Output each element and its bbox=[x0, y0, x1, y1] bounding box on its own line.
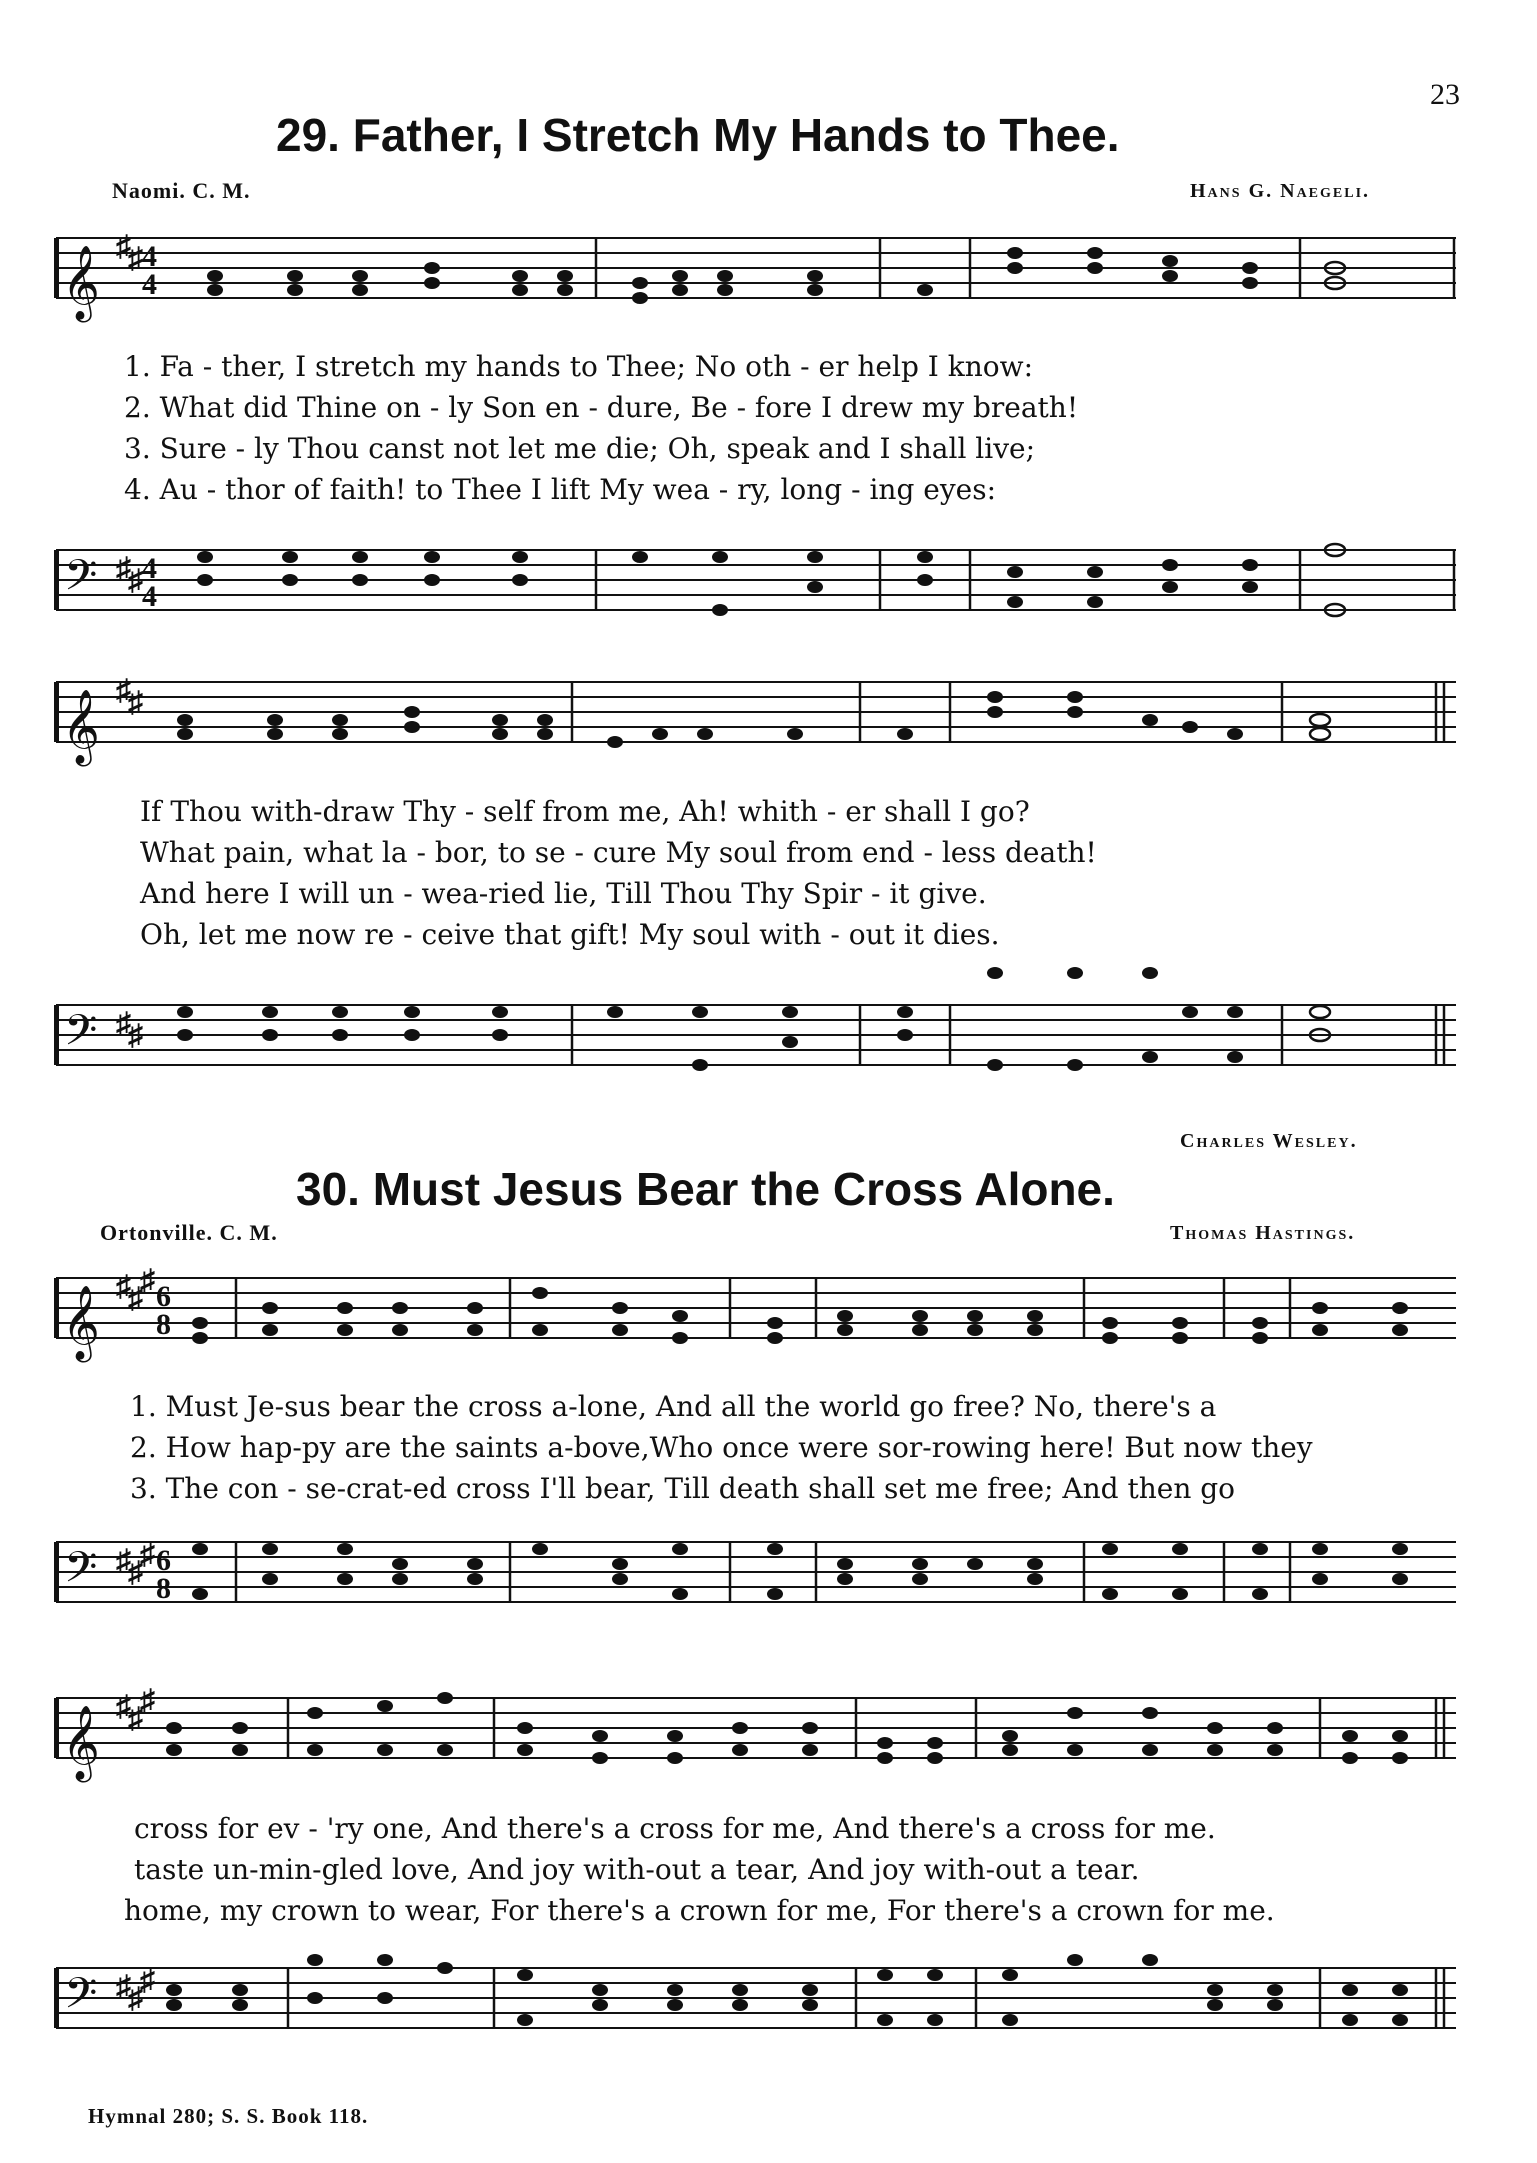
svg-text:♯: ♯ bbox=[128, 242, 143, 275]
hymn-29-verse-1-line-2: If Thou with-draw Thy - self from me, Ah! whith - er shall I go? bbox=[140, 795, 1030, 828]
hymn-30-composer: Thomas Hastings. bbox=[1170, 1222, 1356, 1244]
hymn-30-verse-2-line-2: taste un-min-gled love, And joy with-out a tear, And joy with-out a tear. bbox=[134, 1853, 1140, 1886]
hymn-29-verse-4-line-1: 4. Au - thor of faith! to Thee I lift My wea - ry, long - ing eyes: bbox=[124, 473, 997, 506]
hymn-29-verse-3-line-1: 3. Sure - ly Thou canst not let me die; Oh, speak and I shall live; bbox=[124, 432, 1036, 465]
svg-text:8: 8 bbox=[156, 1572, 171, 1605]
page-number: 23 bbox=[1430, 78, 1460, 111]
svg-text:𝄢: 𝄢 bbox=[64, 1969, 98, 2029]
svg-text:8: 8 bbox=[156, 1308, 171, 1341]
hymn-30-verse-1-line-1: 1. Must Je-sus bear the cross a-lone, And all the world go free? No, there's a bbox=[130, 1390, 1217, 1423]
svg-text:𝄢: 𝄢 bbox=[64, 1543, 98, 1603]
svg-text:𝄢: 𝄢 bbox=[64, 1006, 98, 1066]
svg-text:♯: ♯ bbox=[140, 1684, 155, 1717]
hymn-30-bass-staff-1 bbox=[0, 1522, 1537, 1632]
svg-text:♯: ♯ bbox=[128, 1702, 143, 1735]
svg-text:4: 4 bbox=[142, 580, 157, 613]
hymn-29-author: Charles Wesley. bbox=[1180, 1130, 1358, 1152]
hymn-30-verse-1-line-2: cross for ev - 'ry one, And there's a cross for me, And there's a cross for me. bbox=[134, 1812, 1216, 1845]
svg-text:♯: ♯ bbox=[128, 1019, 143, 1052]
hymn-29-bass-staff-1 bbox=[0, 530, 1537, 640]
svg-text:♯: ♯ bbox=[128, 1982, 143, 2015]
hymn-29-title: 29. Father, I Stretch My Hands to Thee. bbox=[276, 109, 1120, 161]
hymn-30-tune: Ortonville. C. M. bbox=[100, 1220, 278, 1245]
hymn-30-title: 30. Must Jesus Bear the Cross Alone. bbox=[296, 1163, 1115, 1215]
svg-text:♯: ♯ bbox=[140, 1538, 155, 1571]
svg-text:♯: ♯ bbox=[116, 1970, 131, 2003]
treble-clef-icon: 𝄞 bbox=[62, 246, 100, 320]
svg-text:♯: ♯ bbox=[116, 1544, 131, 1577]
svg-text:♯: ♯ bbox=[128, 1282, 143, 1315]
svg-text:4: 4 bbox=[142, 552, 157, 585]
svg-text:♯: ♯ bbox=[116, 1690, 131, 1723]
hymn-29-verse-4-line-2: Oh, let me now re - ceive that gift! My soul with - out it dies. bbox=[140, 918, 1000, 951]
svg-text:𝄞: 𝄞 bbox=[62, 690, 100, 764]
svg-text:♯: ♯ bbox=[116, 674, 131, 707]
svg-text:♯: ♯ bbox=[128, 1556, 143, 1589]
svg-text:♯: ♯ bbox=[116, 552, 131, 585]
hymn-30-treble-staff-1 bbox=[0, 1264, 1537, 1378]
hymn-30-bass-staff-2 bbox=[0, 1948, 1537, 2058]
svg-text:6: 6 bbox=[156, 1280, 171, 1313]
hymn-30-verse-3-line-2: home, my crown to wear, For there's a crown for me, For there's a crown for me. bbox=[124, 1894, 1275, 1927]
hymn-30-verse-3-line-1: 3. The con - se-crat-ed cross I'll bear, Till death shall set me free; And then go bbox=[130, 1472, 1236, 1505]
svg-text:♯: ♯ bbox=[116, 1270, 131, 1303]
hymn-29-tune: Naomi. C. M. bbox=[112, 178, 251, 203]
footer-reference: Hymnal 280; S. S. Book 118. bbox=[88, 2104, 369, 2128]
svg-text:♯: ♯ bbox=[116, 1007, 131, 1040]
bass-clef-icon: 𝄢 bbox=[64, 551, 98, 611]
svg-text:4: 4 bbox=[142, 240, 157, 273]
hymn-30-treble-staff-2 bbox=[0, 1684, 1537, 1798]
hymn-30-verse-2-line-1: 2. How hap-py are the saints a-bove,Who once were sor-rowing here! But now they bbox=[130, 1431, 1313, 1464]
hymn-29-composer: Hans G. Naegeli. bbox=[1190, 180, 1371, 202]
svg-text:6: 6 bbox=[156, 1544, 171, 1577]
svg-text:♯: ♯ bbox=[128, 686, 143, 719]
hymn-29-verse-1-line-1: 1. Fa - ther, I stretch my hands to Thee; No oth - er help I know: bbox=[124, 350, 1034, 383]
hymn-29-verse-3-line-2: And here I will un - wea-ried lie, Till Thou Thy Spir - it give. bbox=[140, 877, 987, 910]
svg-text:♯: ♯ bbox=[140, 1264, 155, 1297]
hymn-29-treble-staff-2 bbox=[0, 672, 1537, 782]
hymn-29-bass-staff-2 bbox=[0, 985, 1537, 1095]
hymn-29-treble-staff-1 bbox=[0, 228, 1537, 338]
svg-text:♯: ♯ bbox=[116, 230, 131, 263]
svg-text:♯: ♯ bbox=[140, 1964, 155, 1997]
svg-text:4: 4 bbox=[142, 268, 157, 301]
svg-text:♯: ♯ bbox=[128, 564, 143, 597]
hymn-29-verse-2-line-2: What pain, what la - bor, to se - cure My soul from end - less death! bbox=[140, 836, 1097, 869]
svg-text:𝄞: 𝄞 bbox=[62, 1706, 100, 1780]
svg-text:𝄞: 𝄞 bbox=[62, 1286, 100, 1360]
hymn-29-verse-2-line-1: 2. What did Thine on - ly Son en - dure, Be - fore I drew my breath! bbox=[124, 391, 1079, 424]
